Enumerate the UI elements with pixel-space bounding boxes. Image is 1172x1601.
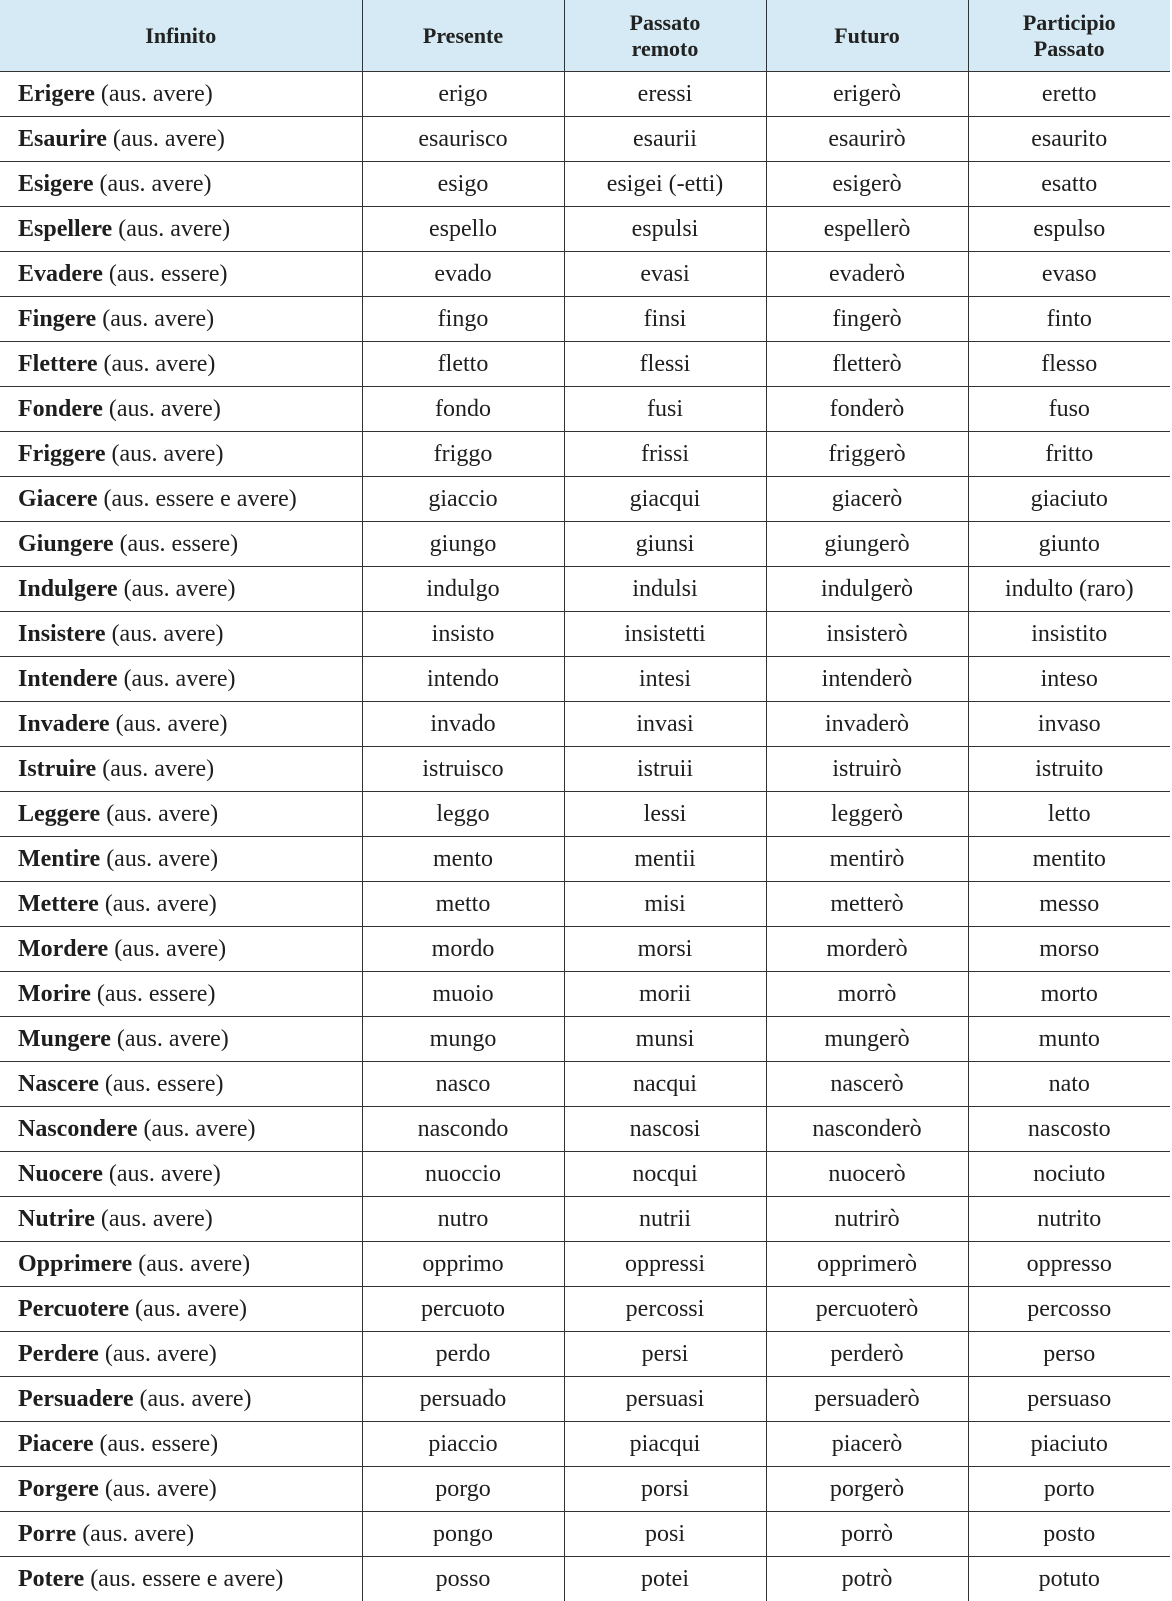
table-row — [0, 972, 1170, 1017]
cell-participio-passato: nascosto — [968, 1107, 1170, 1152]
table-row — [0, 747, 1170, 792]
cell-presente: friggo — [362, 432, 564, 477]
table-row — [0, 1377, 1170, 1422]
cell-infinito — [0, 1512, 362, 1557]
cell-infinito — [0, 657, 362, 702]
cell-futuro: nutrirò — [766, 1197, 968, 1242]
cell-participio-passato: porto — [968, 1467, 1170, 1512]
verb-auxiliary: (aus. avere) — [138, 1251, 250, 1277]
cell-futuro: invaderò — [766, 702, 968, 747]
table-row — [0, 162, 1170, 207]
cell-participio-passato: nutrito — [968, 1197, 1170, 1242]
cell-participio-passato: percosso — [968, 1287, 1170, 1332]
cell-futuro: opprimerò — [766, 1242, 968, 1287]
cell-passato-remoto: lessi — [564, 792, 766, 837]
cell-participio-passato: giunto — [968, 522, 1170, 567]
cell-infinito — [0, 522, 362, 567]
cell-presente: percuoto — [362, 1287, 564, 1332]
cell-infinito — [0, 1332, 362, 1377]
cell-participio-passato: istruito — [968, 747, 1170, 792]
cell-presente: giaccio — [362, 477, 564, 522]
cell-futuro: potrò — [766, 1557, 968, 1601]
cell-presente: invado — [362, 702, 564, 747]
header-futuro-label: Futuro — [773, 23, 962, 49]
cell-presente: nasco — [362, 1062, 564, 1107]
cell-infinito — [0, 882, 362, 927]
cell-infinito — [0, 612, 362, 657]
table-row — [0, 522, 1170, 567]
cell-futuro: espellerò — [766, 207, 968, 252]
cell-participio-passato: insistito — [968, 612, 1170, 657]
cell-passato-remoto: indulsi — [564, 567, 766, 612]
verb-auxiliary: (aus. avere) — [118, 216, 230, 242]
cell-infinito — [0, 792, 362, 837]
cell-futuro: piacerò — [766, 1422, 968, 1467]
verb-auxiliary: (aus. avere) — [112, 441, 224, 467]
cell-infinito — [0, 477, 362, 522]
cell-infinito — [0, 1467, 362, 1512]
verb-infinitive: Perdere — [18, 1341, 99, 1367]
verb-infinitive: Potere — [18, 1566, 84, 1592]
cell-infinito — [0, 432, 362, 477]
verb-infinitive: Porgere — [18, 1476, 99, 1502]
cell-presente: mungo — [362, 1017, 564, 1062]
cell-infinito — [0, 1152, 362, 1197]
verb-infinitive: Flettere — [18, 351, 98, 377]
cell-passato-remoto: nutrii — [564, 1197, 766, 1242]
cell-infinito — [0, 342, 362, 387]
cell-participio-passato: nato — [968, 1062, 1170, 1107]
cell-infinito — [0, 1062, 362, 1107]
verb-auxiliary: (aus. avere) — [105, 1476, 217, 1502]
cell-infinito — [0, 702, 362, 747]
verb-infinitive: Evadere — [18, 261, 103, 287]
cell-passato-remoto: invasi — [564, 702, 766, 747]
header-futuro — [766, 0, 968, 72]
verb-infinitive: Esigere — [18, 171, 94, 197]
verb-infinitive: Giacere — [18, 486, 98, 512]
cell-passato-remoto: nascosi — [564, 1107, 766, 1152]
table-row — [0, 1017, 1170, 1062]
cell-passato-remoto: posi — [564, 1512, 766, 1557]
cell-infinito — [0, 1017, 362, 1062]
cell-participio-passato: piaciuto — [968, 1422, 1170, 1467]
table-row — [0, 612, 1170, 657]
verb-auxiliary: (aus. avere) — [101, 81, 213, 107]
cell-presente: posso — [362, 1557, 564, 1601]
verb-auxiliary: (aus. essere e avere) — [104, 486, 297, 512]
table-row — [0, 387, 1170, 432]
cell-presente: indulgo — [362, 567, 564, 612]
verb-infinitive: Fingere — [18, 306, 96, 332]
cell-infinito — [0, 72, 362, 117]
verb-auxiliary: (aus. avere) — [109, 396, 221, 422]
cell-passato-remoto: giacqui — [564, 477, 766, 522]
cell-presente: istruisco — [362, 747, 564, 792]
verb-auxiliary: (aus. avere) — [124, 666, 236, 692]
verb-auxiliary: (aus. essere) — [120, 531, 239, 557]
verb-auxiliary: (aus. avere) — [112, 621, 224, 647]
table-row — [0, 837, 1170, 882]
cell-futuro: giacerò — [766, 477, 968, 522]
verb-infinitive: Indulgere — [18, 576, 118, 602]
verb-auxiliary: (aus. avere) — [117, 1026, 229, 1052]
verb-infinitive: Piacere — [18, 1431, 94, 1457]
cell-participio-passato: esaurito — [968, 117, 1170, 162]
cell-presente: erigo — [362, 72, 564, 117]
table-header — [0, 0, 1170, 72]
cell-infinito — [0, 1197, 362, 1242]
verb-auxiliary: (aus. essere e avere) — [90, 1566, 283, 1592]
verb-infinitive: Istruire — [18, 756, 96, 782]
cell-infinito — [0, 162, 362, 207]
cell-futuro: istruirò — [766, 747, 968, 792]
cell-presente: piaccio — [362, 1422, 564, 1467]
verb-infinitive: Persuadere — [18, 1386, 134, 1412]
cell-infinito — [0, 1242, 362, 1287]
cell-participio-passato: mentito — [968, 837, 1170, 882]
cell-participio-passato: inteso — [968, 657, 1170, 702]
cell-futuro: fingerò — [766, 297, 968, 342]
cell-infinito — [0, 747, 362, 792]
cell-infinito — [0, 927, 362, 972]
cell-infinito — [0, 1377, 362, 1422]
cell-futuro: metterò — [766, 882, 968, 927]
cell-presente: fletto — [362, 342, 564, 387]
verb-infinitive: Mordere — [18, 936, 108, 962]
cell-presente: esigo — [362, 162, 564, 207]
cell-presente: pongo — [362, 1512, 564, 1557]
table-row — [0, 702, 1170, 747]
verb-infinitive: Opprimere — [18, 1251, 132, 1277]
verb-infinitive: Mettere — [18, 891, 99, 917]
cell-participio-passato: esatto — [968, 162, 1170, 207]
verb-auxiliary: (aus. avere) — [106, 846, 218, 872]
header-participio-passato-line2: Passato — [975, 36, 1165, 62]
cell-passato-remoto: fusi — [564, 387, 766, 432]
verb-auxiliary: (aus. avere) — [140, 1386, 252, 1412]
cell-participio-passato: finto — [968, 297, 1170, 342]
header-passato-remoto — [564, 0, 766, 72]
cell-passato-remoto: persuasi — [564, 1377, 766, 1422]
cell-participio-passato: flesso — [968, 342, 1170, 387]
table-row — [0, 567, 1170, 612]
cell-passato-remoto: potei — [564, 1557, 766, 1601]
cell-presente: leggo — [362, 792, 564, 837]
cell-infinito — [0, 972, 362, 1017]
header-presente-label: Presente — [369, 23, 558, 49]
cell-presente: nutro — [362, 1197, 564, 1242]
verb-auxiliary: (aus. avere) — [114, 936, 226, 962]
cell-passato-remoto: esigei (-etti) — [564, 162, 766, 207]
cell-passato-remoto: giunsi — [564, 522, 766, 567]
cell-passato-remoto: eressi — [564, 72, 766, 117]
verb-infinitive: Percuotere — [18, 1296, 129, 1322]
cell-passato-remoto: insistetti — [564, 612, 766, 657]
cell-participio-passato: potuto — [968, 1557, 1170, 1601]
cell-futuro: nuocerò — [766, 1152, 968, 1197]
table-row — [0, 1107, 1170, 1152]
table-row — [0, 1197, 1170, 1242]
table-row — [0, 1242, 1170, 1287]
verb-infinitive: Nascondere — [18, 1116, 138, 1142]
verb-infinitive: Esaurire — [18, 126, 107, 152]
verb-infinitive: Mungere — [18, 1026, 111, 1052]
cell-futuro: esaurirò — [766, 117, 968, 162]
verb-infinitive: Leggere — [18, 801, 100, 827]
cell-infinito — [0, 387, 362, 432]
cell-futuro: morrò — [766, 972, 968, 1017]
cell-futuro: giungerò — [766, 522, 968, 567]
cell-futuro: fletterò — [766, 342, 968, 387]
cell-presente: insisto — [362, 612, 564, 657]
table-row — [0, 297, 1170, 342]
table-row — [0, 1332, 1170, 1377]
verb-infinitive: Fondere — [18, 396, 103, 422]
cell-futuro: porrò — [766, 1512, 968, 1557]
cell-futuro: fonderò — [766, 387, 968, 432]
header-participio-passato-line1: Participio — [975, 10, 1165, 36]
verb-auxiliary: (aus. avere) — [105, 1341, 217, 1367]
table-row — [0, 1467, 1170, 1512]
verb-infinitive: Insistere — [18, 621, 106, 647]
table-body — [0, 72, 1170, 1601]
verb-auxiliary: (aus. avere) — [106, 801, 218, 827]
header-infinito-label: Infinito — [6, 23, 356, 49]
cell-futuro: intenderò — [766, 657, 968, 702]
cell-passato-remoto: misi — [564, 882, 766, 927]
verb-infinitive: Morire — [18, 981, 91, 1007]
cell-participio-passato: morso — [968, 927, 1170, 972]
table-row — [0, 792, 1170, 837]
cell-futuro: porgerò — [766, 1467, 968, 1512]
verb-auxiliary: (aus. avere) — [124, 576, 236, 602]
cell-presente: evado — [362, 252, 564, 297]
header-presente — [362, 0, 564, 72]
header-passato-remoto-line2: remoto — [571, 36, 760, 62]
cell-passato-remoto: espulsi — [564, 207, 766, 252]
cell-futuro: friggerò — [766, 432, 968, 477]
cell-futuro: perderò — [766, 1332, 968, 1377]
cell-participio-passato: messo — [968, 882, 1170, 927]
verb-auxiliary: (aus. avere) — [144, 1116, 256, 1142]
cell-futuro: erigerò — [766, 72, 968, 117]
verb-infinitive: Nascere — [18, 1071, 99, 1097]
cell-passato-remoto: piacqui — [564, 1422, 766, 1467]
header-passato-remoto-line1: Passato — [571, 10, 760, 36]
cell-passato-remoto: porsi — [564, 1467, 766, 1512]
cell-presente: nascondo — [362, 1107, 564, 1152]
cell-passato-remoto: nocqui — [564, 1152, 766, 1197]
verb-auxiliary: (aus. avere) — [116, 711, 228, 737]
verb-auxiliary: (aus. avere) — [135, 1296, 247, 1322]
cell-infinito — [0, 1107, 362, 1152]
cell-infinito — [0, 252, 362, 297]
table-row — [0, 477, 1170, 522]
cell-futuro: persuaderò — [766, 1377, 968, 1422]
cell-infinito — [0, 297, 362, 342]
cell-participio-passato: nociuto — [968, 1152, 1170, 1197]
cell-presente: porgo — [362, 1467, 564, 1512]
cell-participio-passato: persuaso — [968, 1377, 1170, 1422]
cell-futuro: percuoterò — [766, 1287, 968, 1332]
cell-futuro: nascerò — [766, 1062, 968, 1107]
header-participio-passato — [968, 0, 1170, 72]
cell-infinito — [0, 837, 362, 882]
verb-auxiliary: (aus. avere) — [100, 171, 212, 197]
cell-passato-remoto: mentii — [564, 837, 766, 882]
verb-infinitive: Nuocere — [18, 1161, 103, 1187]
cell-passato-remoto: percossi — [564, 1287, 766, 1332]
cell-presente: opprimo — [362, 1242, 564, 1287]
table-row — [0, 1422, 1170, 1467]
cell-passato-remoto: esaurii — [564, 117, 766, 162]
cell-infinito — [0, 567, 362, 612]
verb-auxiliary: (aus. essere) — [105, 1071, 224, 1097]
table-row — [0, 117, 1170, 162]
cell-participio-passato: evaso — [968, 252, 1170, 297]
cell-futuro: leggerò — [766, 792, 968, 837]
verb-auxiliary: (aus. avere) — [105, 891, 217, 917]
table-row — [0, 342, 1170, 387]
verb-infinitive: Friggere — [18, 441, 106, 467]
cell-participio-passato: eretto — [968, 72, 1170, 117]
verb-infinitive: Mentire — [18, 846, 100, 872]
cell-participio-passato: giaciuto — [968, 477, 1170, 522]
verb-infinitive: Porre — [18, 1521, 76, 1547]
cell-infinito — [0, 1287, 362, 1332]
cell-passato-remoto: persi — [564, 1332, 766, 1377]
table-row — [0, 207, 1170, 252]
cell-passato-remoto: flessi — [564, 342, 766, 387]
cell-presente: mordo — [362, 927, 564, 972]
verb-infinitive: Espellere — [18, 216, 112, 242]
cell-infinito — [0, 117, 362, 162]
verb-auxiliary: (aus. avere) — [109, 1161, 221, 1187]
cell-infinito — [0, 1557, 362, 1601]
cell-passato-remoto: evasi — [564, 252, 766, 297]
cell-participio-passato: munto — [968, 1017, 1170, 1062]
cell-presente: metto — [362, 882, 564, 927]
cell-presente: intendo — [362, 657, 564, 702]
verb-infinitive: Erigere — [18, 81, 95, 107]
cell-participio-passato: posto — [968, 1512, 1170, 1557]
cell-presente: giungo — [362, 522, 564, 567]
cell-futuro: esigerò — [766, 162, 968, 207]
cell-presente: espello — [362, 207, 564, 252]
cell-presente: muoio — [362, 972, 564, 1017]
table-row — [0, 1287, 1170, 1332]
cell-participio-passato: indulto (raro) — [968, 567, 1170, 612]
table-row — [0, 927, 1170, 972]
cell-futuro: mentirò — [766, 837, 968, 882]
verb-infinitive: Intendere — [18, 666, 118, 692]
cell-participio-passato: fuso — [968, 387, 1170, 432]
cell-participio-passato: morto — [968, 972, 1170, 1017]
cell-presente: fingo — [362, 297, 564, 342]
cell-participio-passato: perso — [968, 1332, 1170, 1377]
cell-futuro: nasconderò — [766, 1107, 968, 1152]
cell-passato-remoto: morsi — [564, 927, 766, 972]
cell-futuro: evaderò — [766, 252, 968, 297]
table-row — [0, 1152, 1170, 1197]
cell-passato-remoto: munsi — [564, 1017, 766, 1062]
table-row — [0, 882, 1170, 927]
cell-participio-passato: letto — [968, 792, 1170, 837]
cell-passato-remoto: intesi — [564, 657, 766, 702]
verb-auxiliary: (aus. avere) — [82, 1521, 194, 1547]
cell-presente: esaurisco — [362, 117, 564, 162]
cell-presente: perdo — [362, 1332, 564, 1377]
table-row — [0, 657, 1170, 702]
cell-participio-passato: oppresso — [968, 1242, 1170, 1287]
cell-passato-remoto: nacqui — [564, 1062, 766, 1107]
cell-infinito — [0, 207, 362, 252]
cell-futuro: morderò — [766, 927, 968, 972]
cell-passato-remoto: finsi — [564, 297, 766, 342]
cell-futuro: insisterò — [766, 612, 968, 657]
verb-auxiliary: (aus. essere) — [97, 981, 216, 1007]
verb-auxiliary: (aus. avere) — [104, 351, 216, 377]
cell-passato-remoto: oppressi — [564, 1242, 766, 1287]
header-infinito — [0, 0, 362, 72]
verb-infinitive: Nutrire — [18, 1206, 95, 1232]
cell-participio-passato: invaso — [968, 702, 1170, 747]
table-row — [0, 1512, 1170, 1557]
verb-auxiliary: (aus. essere) — [109, 261, 228, 287]
verb-infinitive: Invadere — [18, 711, 110, 737]
cell-infinito — [0, 1422, 362, 1467]
cell-presente: persuado — [362, 1377, 564, 1422]
table-row — [0, 432, 1170, 477]
verb-auxiliary: (aus. essere) — [100, 1431, 219, 1457]
verb-auxiliary: (aus. avere) — [102, 756, 214, 782]
verb-auxiliary: (aus. avere) — [113, 126, 225, 152]
table-row — [0, 252, 1170, 297]
header-row — [0, 0, 1170, 72]
cell-futuro: indulgerò — [766, 567, 968, 612]
table-row — [0, 72, 1170, 117]
cell-passato-remoto: frissi — [564, 432, 766, 477]
verb-infinitive: Giungere — [18, 531, 114, 557]
cell-passato-remoto: istruii — [564, 747, 766, 792]
table-row — [0, 1062, 1170, 1107]
cell-participio-passato: espulso — [968, 207, 1170, 252]
cell-presente: nuoccio — [362, 1152, 564, 1197]
table-row — [0, 1557, 1170, 1601]
verb-auxiliary: (aus. avere) — [102, 306, 214, 332]
cell-passato-remoto: morii — [564, 972, 766, 1017]
cell-futuro: mungerò — [766, 1017, 968, 1062]
cell-presente: mento — [362, 837, 564, 882]
cell-participio-passato: fritto — [968, 432, 1170, 477]
cell-presente: fondo — [362, 387, 564, 432]
verb-auxiliary: (aus. avere) — [101, 1206, 213, 1232]
